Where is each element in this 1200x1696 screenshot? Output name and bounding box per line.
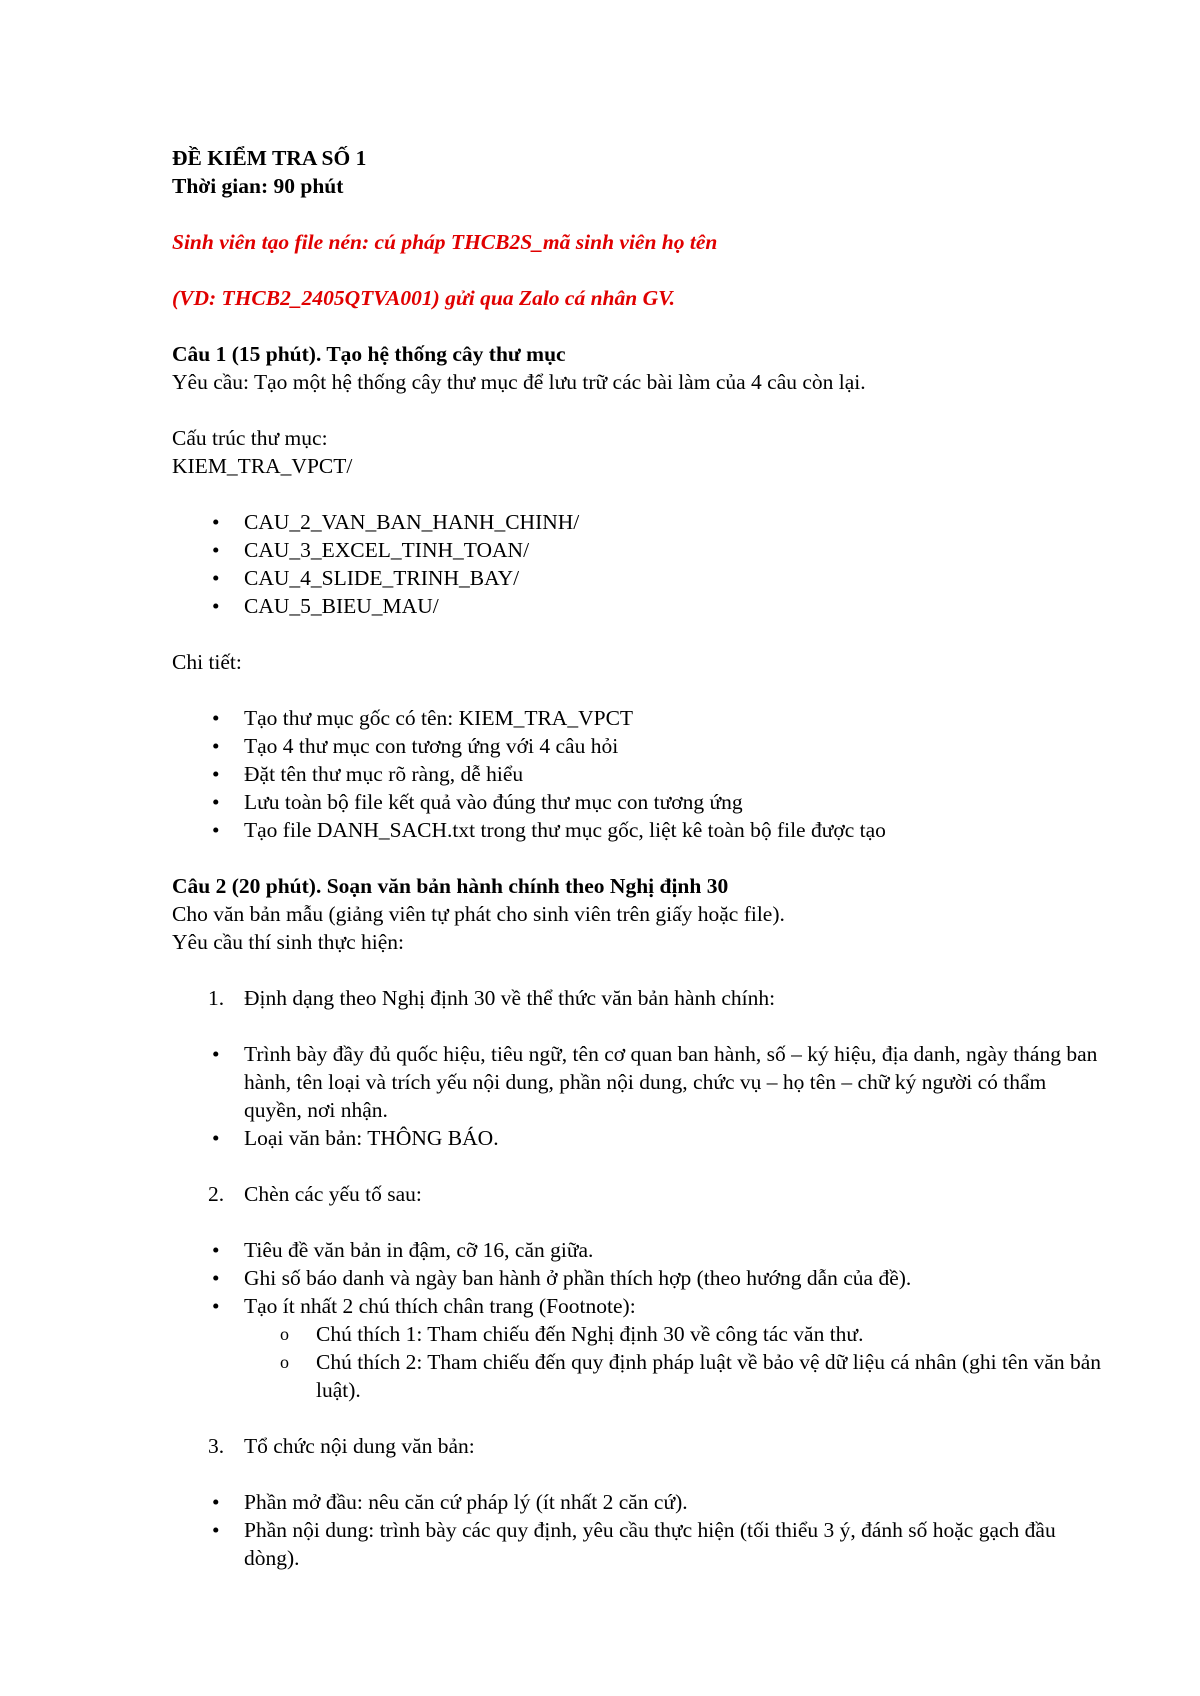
item-number: 2. [208,1182,225,1206]
list-item: • Loại văn bản: THÔNG BÁO. [172,1124,1102,1152]
list-item: • Ghi số báo danh và ngày ban hành ở phần thích hợp (theo hướng dẫn của đề). [172,1264,1102,1292]
document-page [172,144,1102,1572]
list-item: • Tạo ít nhất 2 chú thích chân trang (Footnote): [172,1292,1102,1320]
list-item: • Phần mở đầu: nêu căn cứ pháp lý (ít nhất 2 căn cứ). [172,1488,1102,1516]
sub-list-item: o Chú thích 2: Tham chiếu đến quy định pháp luật về bảo vệ dữ liệu cá nhân (ghi tên văn bản luật). [172,1348,1102,1404]
submission-example: (VD: THCB2_2405QTVA001) gửi qua Zalo cá nhân GV. [172,286,676,310]
q1-root-folder: KIEM_TRA_VPCT/ [172,454,353,478]
list-item: • CAU_4_SLIDE_TRINH_BAY/ [172,564,1102,592]
list-item: • Lưu toàn bộ file kết quả vào đúng thư mục con tương ứng [172,788,1102,816]
list-item: • Trình bày đầy đủ quốc hiệu, tiêu ngữ, tên cơ quan ban hành, số – ký hiệu, địa danh, ngày tháng ban hành, tên loại và trích yếu nội dung, phần nội dung, chức vụ – họ tên – chữ ký người có thẩm quyền, nơi nhận. [172,1040,1102,1124]
list-item: • CAU_2_VAN_BAN_HANH_CHINH/ [172,508,1102,536]
exam-title: ĐỀ KIỂM TRA SỐ 1 [172,146,367,170]
list-item: • Tạo 4 thư mục con tương ứng với 4 câu hỏi [172,732,1102,760]
numbered-item [172,984,1102,1012]
item-text: Chèn các yếu tố sau: [244,1182,422,1206]
q1-structure-label: Cấu trúc thư mục: [172,426,328,450]
q2-step-1 [172,984,1102,1012]
q1-details-list [172,704,1102,844]
q2-step-3-list [172,1488,1102,1572]
numbered-item [172,1180,1102,1208]
q1-requirement: Yêu cầu: Tạo một hệ thống cây thư mục để lưu trữ các bài làm của 4 câu còn lại. [172,370,866,394]
list-item: • Tạo file DANH_SACH.txt trong thư mục gốc, liệt kê toàn bộ file được tạo [172,816,1102,844]
q2-heading: Câu 2 (20 phút). Soạn văn bản hành chính theo Nghị định 30 [172,874,729,898]
item-number: 1. [208,986,225,1010]
q2-step-2 [172,1180,1102,1208]
q1-heading: Câu 1 (15 phút). Tạo hệ thống cây thư mục [172,342,566,366]
q1-details-label: Chi tiết: [172,650,242,674]
q2-step-3 [172,1432,1102,1460]
numbered-item [172,1432,1102,1460]
q1-folder-list [172,508,1102,620]
item-text: Định dạng theo Nghị định 30 về thể thức văn bản hành chính: [244,986,776,1010]
list-item: • Đặt tên thư mục rõ ràng, dễ hiểu [172,760,1102,788]
q2-intro: Cho văn bản mẫu (giảng viên tự phát cho sinh viên trên giấy hoặc file). [172,902,785,926]
list-item: • Phần nội dung: trình bày các quy định, yêu cầu thực hiện (tối thiểu 3 ý, đánh số hoặc gạch đầu dòng). [172,1516,1102,1572]
list-item: • CAU_5_BIEU_MAU/ [172,592,1102,620]
submission-notice: Sinh viên tạo file nén: cú pháp THCB2S_mã sinh viên họ tên [172,230,718,254]
exam-time: Thời gian: 90 phút [172,174,344,198]
q2-intro-requirement: Yêu cầu thí sinh thực hiện: [172,930,404,954]
item-number: 3. [208,1434,225,1458]
list-item: • Tiêu đề văn bản in đậm, cỡ 16, căn giữa. [172,1236,1102,1264]
sub-list-item: o Chú thích 1: Tham chiếu đến Nghị định 30 về công tác văn thư. [172,1320,1102,1348]
list-item: • CAU_3_EXCEL_TINH_TOAN/ [172,536,1102,564]
item-text: Tổ chức nội dung văn bản: [244,1434,475,1458]
list-item: • Tạo thư mục gốc có tên: KIEM_TRA_VPCT [172,704,1102,732]
q2-step-2-list [172,1236,1102,1404]
q2-step-1-list [172,1040,1102,1152]
